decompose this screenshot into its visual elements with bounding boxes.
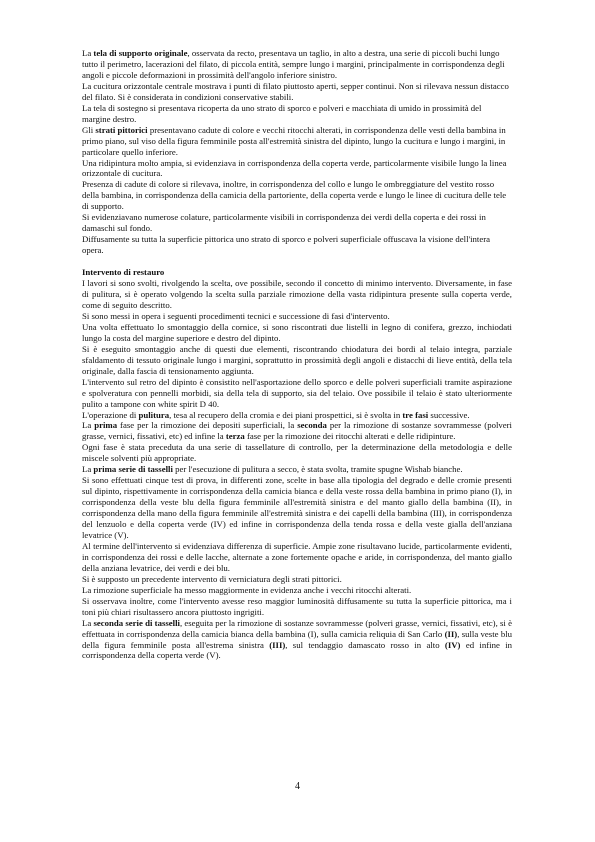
bold-run: seconda serie di tasselli (93, 617, 180, 628)
paragraph-frame-removal: Una volta effettuato lo smontaggio della cornice, si sono riscontrati due listelli in legno di conifera, grezzo, inchiodati lungo la costa del margine superiore e destro del dipinto. (82, 321, 512, 343)
document-body (82, 48, 512, 661)
text-run: presentavano cadute di colore e vecchi ritocchi alterati, in corrispondenza delle vesti della bambina in primo piano, sul viso della figura femminile posta all'estremità sinistra del dipinto, lungo la cucitura e lungo i margini, in particolare quello inferiore. (82, 124, 506, 157)
bold-run: tre fasi (402, 409, 429, 420)
page-number: 4 (295, 781, 300, 792)
text-run: , osservata da recto, presentava un taglio, in alto a destra, una serie di piccoli buchi lungo tutto il perimetro, lacerazioni del filato, di piccola entità, sempre lungo i margini, principalmente in corrispondenza degli angoli e piccole deformazioni in prossimità dell'angolo inferiore sinistro. (82, 48, 505, 80)
bold-run: tela di supporto originale (93, 48, 188, 58)
paragraph-supporting-canvas (82, 48, 512, 81)
paragraph-horizontal-seam: La cucitura orizzontale centrale mostrava i punti di filato piuttosto aperti, sepper continui. Non si rilevava nessun distacco del filato. Si è considerata in condizioni conservative stabili. (82, 80, 509, 102)
text-run: La (82, 617, 94, 628)
paragraph-surface-difference: Al termine dell'intervento si evidenziava differenza di superficie. Ampie zone risultavano lucide, particolarmente evidenti, in corrispondenza dei rossi e delle lacche, alternate a zone fortemente opache e aride, in corrispondenza, del manto giallo della anziana levatrice, dei verdi e dei blu. (82, 540, 512, 573)
text-run: fase per la rimozione dei ritocchi alterati e delle ridipinture. (244, 431, 456, 442)
text-run: La (82, 420, 95, 431)
bold-run: prima (94, 420, 118, 431)
bold-run: (III) (269, 639, 286, 650)
paragraph-minimal-intervention: I lavori si sono svolti, rivolgendo la scelta, ove possibile, secondo il concetto di minimo intervento. Diversamente, in fase di pulitura, si è operato volgendo la scelta sulla parziale rimozione della vasta ridipintura presente sulla coperta verde, come di seguito descritto. (82, 278, 512, 310)
section-spacer (82, 256, 512, 267)
paragraph-cleaning-phases (82, 410, 512, 421)
bold-run: pulitura (138, 409, 170, 420)
bold-run: (IV) (444, 639, 461, 650)
text-run: L'operazione di (82, 409, 139, 420)
bold-run: prima serie di tasselli (93, 464, 173, 475)
paragraph-test-patches: Ogni fase è stata preceduta da una serie di tassellature di controllo, per la determinazione della metodologia e delle miscele solventi più appropriate. (82, 442, 512, 464)
paragraph-surface-dirt: Diffusamente su tutta la superficie pittorica uno strato di sporco e polveri superficiale offuscava la visione dell'intera opera. (82, 234, 490, 256)
bold-run: terza (225, 431, 245, 442)
paragraph-paint-losses: Presenza di cadute di colore si rilevava, inoltre, in corrispondenza del collo e lungo le ombreggiature del vestito rosso della bambina, in corrispondenza della camicia della partoriente, della coperta verde e lungo le linee di cucitura delle tele di supporto. (82, 179, 507, 212)
text-run: La (82, 464, 94, 475)
paragraph-first-series (82, 464, 512, 475)
paragraph-retouches: La rimozione superficiale ha messo maggiormente in evidenza anche i vecchi ritocchi alterati. (82, 584, 412, 595)
text-run: , eseguita per la rimozione di sostanze sovrammesse (polveri grasse, vernici, fissativi, etc), si è effettuata in corrispondenza della camicia bianca della bambina (I), sulla camicia reliquia di San Carlo (82, 617, 512, 639)
paragraph-overpainting: Una ridipintura molto ampia, si evidenziava in corrispondenza della coperta verde, particolarmente visibile lungo la linea orizzontale di cucitura. (82, 157, 507, 179)
paragraph-strips-removal: Si è eseguito smontaggio anche di questi due elementi, riscontrando chiodatura dei bordi al telaio integra, parziale sfaldamento di tessuto originale lungo i margini, soprattutto in prossimità degli angoli e distacchi di lieve entità, della tela originale, dalla fascia di tensionamento aggiunta. (82, 343, 512, 376)
paragraph-varnish-hypothesis: Si è supposto un precedente intervento di verniciatura degli strati pittorici. (82, 573, 342, 584)
paragraph-drips: Si evidenziavano numerose colature, particolarmente visibili in corrispondenza dei verdi della coperta e dei rossi in damaschi sul fondo. (82, 212, 486, 234)
text-run: ed infine in corrispondenza della coperta verde (V). (82, 639, 512, 661)
paragraph-five-tests: Si sono effettuati cinque test di prova, in differenti zone, scelte in base alla tipologia del degrado e delle cromie presenti sul dipinto, rispettivamente in corrispondenza della camicia bianca e della veste rossa della bambina in primo piano (I), in corrispondenza della veste blu della figura femminile all'estremità sinistra e del manto giallo della bambina (II), in corrispondenza della mano della figura femminile all'estremità sinistra e dei capelli della bambina (III), in corrispondenza del lenzuolo e della coperta verde (IV) ed infine in corrispondenza della tenda rossa e della veste gialla dell'anziana levatrice (V). (82, 475, 512, 540)
paragraph-procedures: Si sono messi in opera i seguenti procedimenti tecnici e successione di fasi d'intervento. (82, 310, 390, 321)
text-run: , sul tendaggio damascato rosso in alto (285, 639, 445, 650)
section-heading: Intervento di restauro (82, 267, 165, 278)
paragraph-phase-description (82, 420, 512, 442)
text-run: successive. (428, 409, 470, 420)
text-run: Gli (82, 124, 96, 135)
text-run: per l'esecuzione di pulitura a secco, è stata svolta, tramite spugne Wishab bianche. (172, 464, 463, 475)
paragraph-support-canvas-dirt: La tela di sostegno si presentava ricoperta da uno strato di sporco e polveri e macchiata di umido in prossimità del margine destro. (82, 102, 482, 124)
bold-run: (II) (444, 628, 458, 639)
paragraph-back-cleaning: L'intervento sul retro del dipinto è consistito nell'asportazione dello sporco e delle polveri superficiali tramite aspirazione e spolveratura con pennelli morbidi, sia della tela di supporto, sia del telaio. Ove possibile il telaio è stato ulteriormente pulito a tampone con white spirit D 40. (82, 376, 512, 409)
text-run: La (82, 48, 94, 58)
bold-run: strati pittorici (95, 124, 148, 135)
paragraph-paint-layers (82, 125, 512, 158)
paragraph-luminosity: Si osservava inoltre, come l'intervento avesse reso maggior luminosità diffusamente su tutta la superficie pittorica, ma i toni più chiari risultassero ancora piuttosto ingrigiti. (82, 595, 512, 617)
paragraph-second-series (82, 618, 512, 662)
text-run: per la rimozione di sostanze sovrammesse (polveri grasse, vernici, fissativi, etc) ed infine la (82, 420, 512, 442)
text-run: , sulla veste blu della figura femminile posta all'estrema sinistra (82, 628, 512, 650)
bold-run: seconda (297, 420, 327, 431)
text-run: , tesa al recupero della cromia e dei piani prospettici, si è svolta in (169, 409, 403, 420)
text-run: fase per la rimozione dei depositi superficiali, la (117, 420, 298, 431)
